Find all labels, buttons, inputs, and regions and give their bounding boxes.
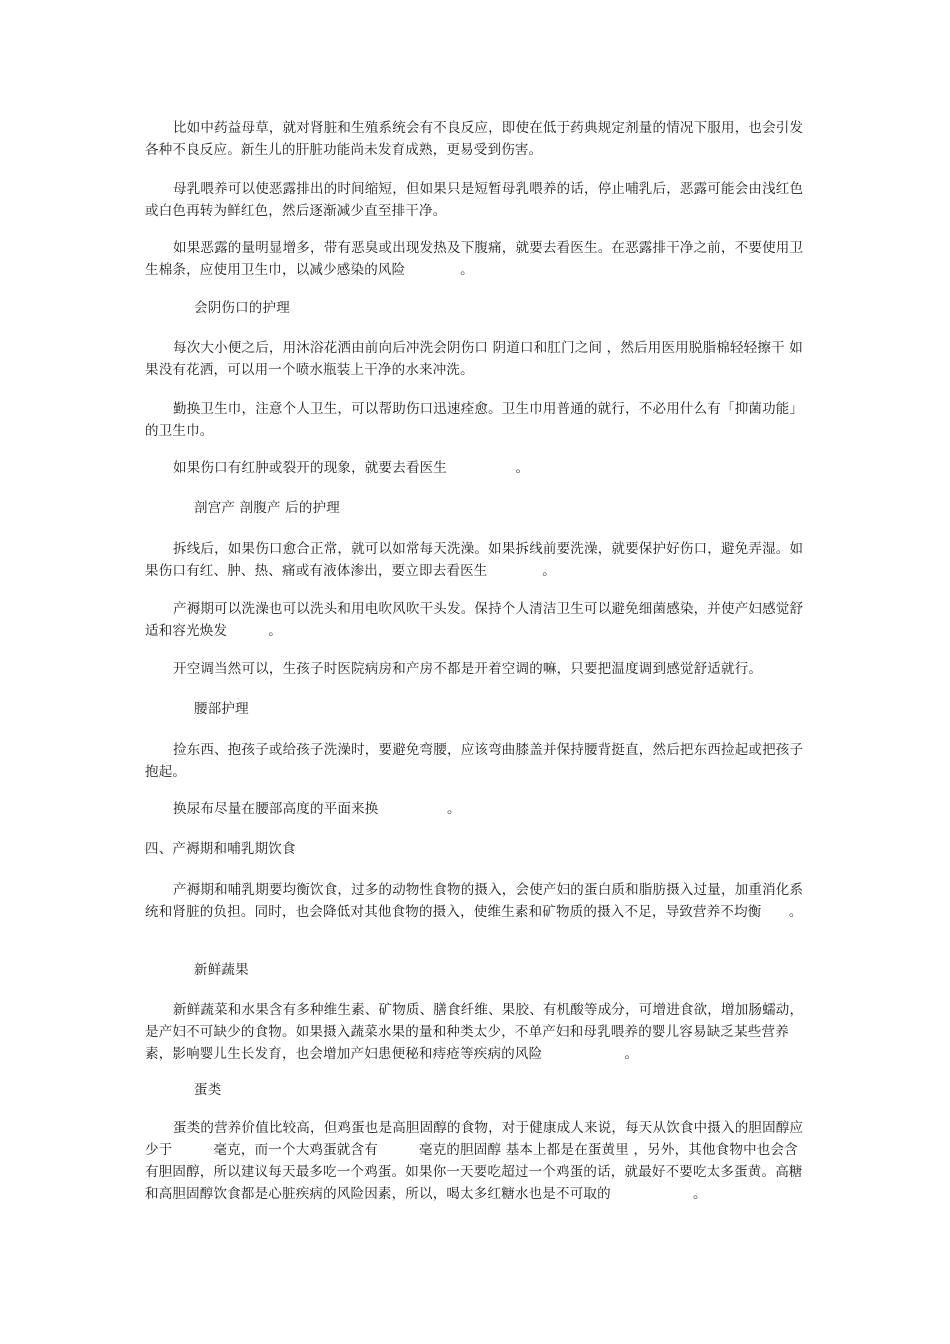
heading-perineal-care: 会阴伤口的护理 [194,300,290,316]
section-title-diet: 四、产褥期和哺乳期饮食 [145,841,296,857]
paragraph-sanitary-pads: 勤换卫生巾，注意个人卫生，可以帮助伤口迅速痊愈。卫生巾用普通的就行，不必用什么有「抑菌功能」的卫生巾。 [145,401,804,439]
paragraph-lochia-warning: 如果恶露的量明显增多，带有恶臭或出现发热及下腹痛，就要去看医生。在恶露排干净之前，不要使用卫生棉条，应使用卫生巾，以减少感染的风险 。 [145,240,804,278]
paragraph-stitches-bathing: 拆线后，如果伤口愈合正常，就可以如常每天洗澡。如果拆线前要洗澡，就要保护好伤口，避免弄湿。如果伤口有红、肿、热、痛或有液体渗出，要立即去看医生 。 [145,541,804,579]
paragraph-eggs-cholesterol: 蛋类的营养价值比较高，但鸡蛋也是高胆固醇的食物，对于健康成人来说，每天从饮食中摄入的胆固醇应少于 毫克，而一个大鸡蛋就含有 毫克的胆固醇 基本上都是在蛋黄里 ，另外，其他食物中也会含有胆固醇，所以建议每天最多吃一个鸡蛋。如果你一天要吃超过一个鸡蛋的话，就最好不要吃太多蛋黄。高糖和高胆固醇饮食都是心脏疾病的风险因素，所以，喝太多红糖水也是不可取的 。 [145,1120,804,1202]
paragraph-vegetables-fruits: 新鲜蔬菜和水果含有多种维生素、矿物质、膳食纤维、果胶、有机酸等成分，可增进食欲，增加肠蠕动，是产妇不可缺少的食物。如果摄入蔬菜水果的量和种类太少，不单产妇和母乳喂养的婴儿容易缺乏某些营养素，影响婴儿生长发育，也会增加产妇患便秘和痔疮等疾病的风险 。 [145,1002,804,1062]
paragraph-avoid-bending: 捡东西、抱孩子或给孩子洗澡时，要避免弯腰，应该弯曲膝盖并保持腰背挺直，然后把东西捡起或把孩子抱起。 [145,742,804,780]
heading-waist-care: 腰部护理 [194,701,249,717]
paragraph-balanced-diet: 产褥期和哺乳期要均衡饮食，过多的动物性食物的摄入，会使产妇的蛋白质和脂肪摄入过量，加重消化系统和肾脏的负担。同时，也会降低对其他食物的摄入，使维生素和矿物质的摄入不足，导致营养不均衡 。 [145,882,804,920]
heading-fresh-produce: 新鲜蔬果 [194,962,249,978]
heading-cesarean-care: 剖宫产 剖腹产 后的护理 [194,500,340,516]
paragraph-perineal-wash: 每次大小便之后，用沐浴花洒由前向后冲洗会阴伤口 阴道口和肛门之间 ，然后用医用脱脂棉轻轻擦干 如果没有花洒，可以用一个喷水瓶装上干净的水来冲洗。 [145,340,803,378]
paragraph-postpartum-hygiene: 产褥期可以洗澡也可以洗头和用电吹风吹干头发。保持个人清洁卫生可以避免细菌感染，并使产妇感觉舒适和容光焕发 。 [145,601,804,639]
paragraph-air-conditioning: 开空调当然可以，生孩子时医院病房和产房不都是开着空调的嘛，只要把温度调到感觉舒适就行。 [173,661,763,677]
paragraph-breastfeeding-lochia: 母乳喂养可以使恶露排出的时间缩短，但如果只是短暂母乳喂养的话，停止哺乳后，恶露可能会由浅红色或白色再转为鲜红色，然后逐渐减少直至排干净。 [145,181,804,219]
paragraph-diaper-height: 换尿布尽量在腰部高度的平面来换 。 [173,801,461,817]
heading-eggs: 蛋类 [194,1082,222,1098]
paragraph-herbal-risk: 比如中药益母草，就对肾脏和生殖系统会有不良反应，即使在低于药典规定剂量的情况下服用，也会引发各种不良反应。新生儿的肝脏功能尚未发育成熟，更易受到伤害。 [145,120,804,158]
paragraph-wound-doctor: 如果伤口有红肿或裂开的现象，就要去看医生 。 [173,460,530,476]
